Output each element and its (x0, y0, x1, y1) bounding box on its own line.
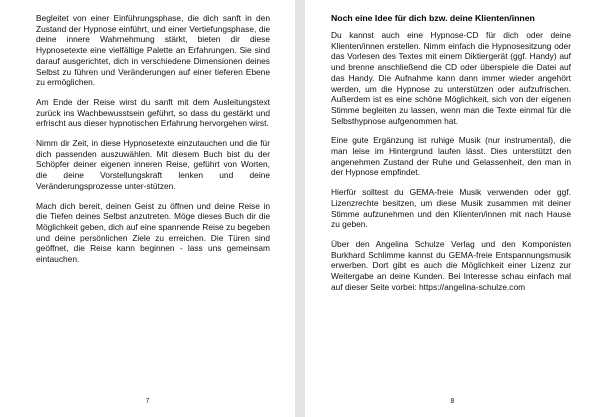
paragraph: Über den Angelina Schulze Verlag und den Komponisten Burkhard Schlimme kannst du GEMA-freie Entspannungsmusik erwerben. Dort gibt es auch die Möglichkeit einer Lizenz zur Weitergabe an deine Kunden. Bei Interesse schau einfach mal auf dieser Seite vorbei: https://angelina-schulze.com (331, 238, 571, 292)
page-number: 7 (145, 398, 150, 405)
page-number: 8 (450, 398, 455, 405)
paragraph: Am Ende der Reise wirst du sanft mit dem Ausleitungstext zurück ins Wachbewusstsein geführt, so dass du gestärkt und erfrischt aus dieser hypnotischen Erfahrung hervorgehen wirst. (36, 96, 270, 129)
right-page-body (331, 13, 571, 301)
paragraph: Mach dich bereit, deinen Geist zu öffnen und deine Reise in die Tiefen deines Selbst anzutreten. Möge dieses Buch dir die Möglichkeit geben, dich auf eine spannende Reise zu begeben und deine persönlichen Ziele zu erreichen. Die Türen sind geöffnet, die Reise kann beginnen - lass uns gemeinsam eintauchen. (36, 200, 270, 265)
left-page (0, 0, 295, 417)
paragraph: Du kannst auch eine Hypnose-CD für dich oder deine Klienten/innen erstellen. Nimm einfach die Hypnosesitzung oder das Vorlesen des Textes mit einem Diktiergerät (ggf. Handy) auf und brenne anschließend die CD oder überspiele die Datei auf das Handy. Die Aufnahme kann dann immer wieder angehört werden, um die Hypnose zu unterstützen oder aufzufrischen. Außerdem ist es eine schöne Möglichkeit, sich von der eigenen Stimme begleiten zu lassen, wenn man die Texte einmal für die Selbsthypnose aufgenommen hat. (331, 30, 571, 126)
section-heading: Noch eine Idee für dich bzw. deine Klienten/innen (331, 13, 535, 23)
paragraph: Hierfür solltest du GEMA-freie Musik verwenden oder ggf. Lizenzrechte besitzen, um diese Musik zusammen mit deiner Stimme aufzunehmen und den Klienten/innen mit nach Hause zu geben. (331, 187, 571, 230)
paragraph: Begleitet von einer Einführungsphase, die dich sanft in den Zustand der Hypnose einführt, und einer Vertiefungsphase, die deine innere Wahrnehmung stärkt, bieten dir diese Hypnosetexte eine vielfältige Palette an Erfahrungen. Sie sind darauf ausgerichtet, dich in verschiedene Dimensionen deines Selbst zu führen und Veränderungen auf einer tieferen Ebene zu ermöglichen. (36, 13, 270, 88)
right-page (305, 0, 600, 417)
page-gutter (295, 0, 305, 417)
left-page-body (36, 13, 270, 274)
paragraph: Eine gute Ergänzung ist ruhige Musik (nur instrumental), die man leise im Hintergrund laufen lässt. Dies unterstützt den angenehmen Zustand der Ruhe und Gelassenheit, den man in der Hypnose empfindet. (331, 135, 571, 178)
paragraph: Nimm dir Zeit, in diese Hypnosetexte einzutauchen und die für dich passenden auszuwählen. Mit diesem Buch bist du der Schöpfer deiner eigenen inneren Reise, geführt von Worten, die deine Vorstellungskraft lenken und deine Veränderungsprozesse unter-stützen. (36, 138, 270, 191)
